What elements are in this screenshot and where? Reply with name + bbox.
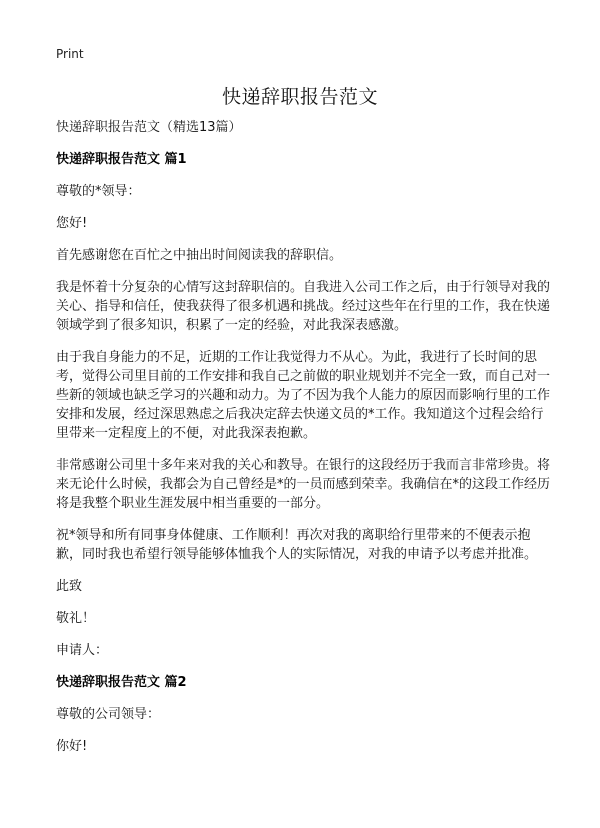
closing-line: 敬礼！ <box>56 611 96 626</box>
signature-line: 申请人： <box>56 643 109 658</box>
document-subtitle: 快递辞职报告范文（精选13篇） <box>56 120 242 135</box>
greeting: 您好! <box>56 216 88 231</box>
print-label: Print <box>56 47 84 61</box>
body-paragraph: 祝*领导和所有同事身体健康、工作顺利！再次对我的离职给行里带来的不便表示抱歉，同时我也希望行领导能够体恤我个人的实际情况，对我的申请予以考虑并批准。 <box>56 528 538 562</box>
greeting: 你好! <box>56 739 88 754</box>
section-heading: 快递辞职报告范文 篇2 <box>56 675 187 690</box>
page-title: 快递辞职报告范文 <box>221 86 378 108</box>
closing-line: 此致 <box>56 579 83 594</box>
salutation: 尊敬的公司领导： <box>56 707 161 722</box>
body-paragraph: 非常感谢公司里十多年来对我的关心和教导。在银行的这段经历于我而言非常珍贵。将来无论什么时候，我都会为自己曾经是*的一员而感到荣幸。我确信在*的这段工作经历将是我整个职业生涯发展中相当重要的一部分。 <box>56 458 551 511</box>
body-paragraph: 我是怀着十分复杂的心情写这封辞职信的。自我进入公司工作之后，由于行领导对我的关心、指导和信任，使我获得了很多机遇和挑战。经过这些年在行里的工作，我在快递领域学到了很多知识，积累了一定的经验，对此我深表感激。 <box>56 280 551 333</box>
body-paragraph: 首先感谢您在百忙之中抽出时间阅读我的辞职信。 <box>56 248 343 263</box>
document-body <box>56 118 556 769</box>
salutation: 尊敬的*领导： <box>56 184 141 199</box>
body-paragraph: 由于我自身能力的不足，近期的工作让我觉得力不从心。为此，我进行了长时间的思考，觉得公司里目前的工作安排和我自己之前做的职业规划并不完全一致，而自己对一些新的领域也缺乏学习的兴趣和动力。为了不因为我个人能力的原因而影响行里的工作安排和发展，经过深思熟虑之后我决定辞去快递文员的*工作。我知道这个过程会给行里带来一定程度上的不便，对此我深表抱歉。 <box>56 350 551 441</box>
section-heading: 快递辞职报告范文 篇1 <box>56 152 187 167</box>
